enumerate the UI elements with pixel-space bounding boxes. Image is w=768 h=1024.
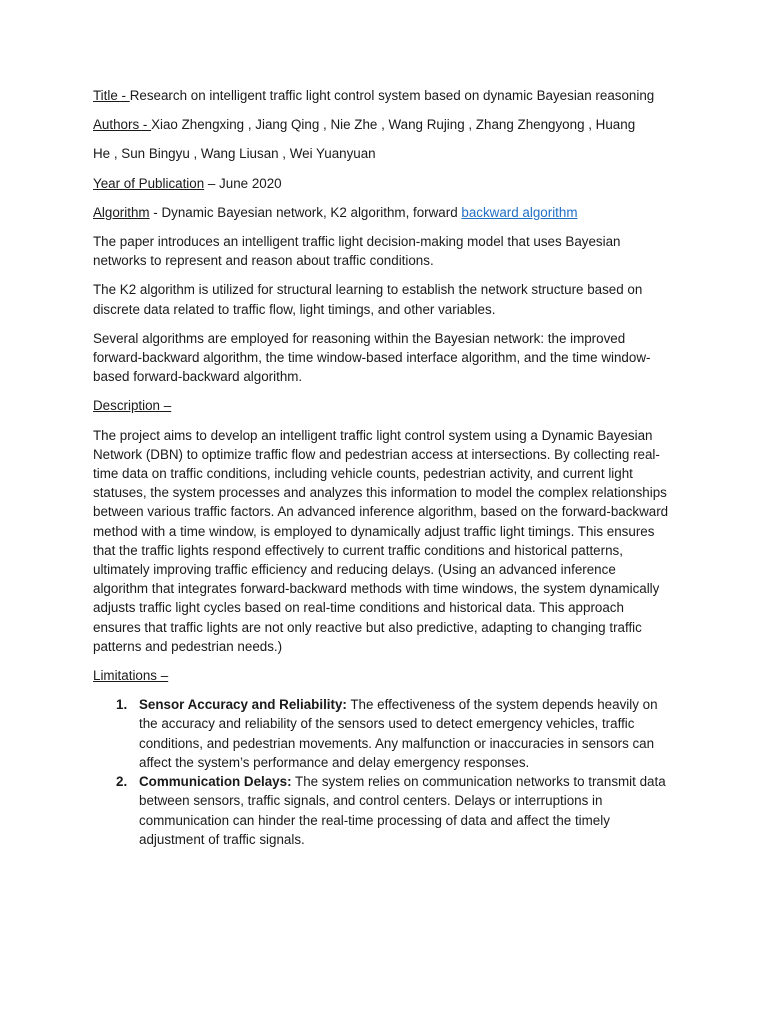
limitation-item — [116, 695, 673, 772]
limitations-heading-text: Limitations – — [93, 668, 169, 684]
authors-text-1: Xiao Zhengxing , Jiang Qing , Nie Zhe , Wang Rujing , Zhang Zhengyong , Huang — [151, 117, 636, 133]
document-body — [93, 86, 673, 849]
paper-title: Research on intelligent traffic light control system based on dynamic Bayesian reasoning — [129, 88, 655, 103]
algorithm-text: - Dynamic Bayesian network, K2 algorithm, forward — [149, 204, 462, 220]
title-line — [93, 86, 673, 105]
description-body: The project aims to develop an intelligent traffic light control system using a Dynamic Bayesian Network (DBN) to optimize traffic flow and pedestrian access at intersections. By collecting real-time data on traffic conditions, including vehicle counts, pedestrian activity, and current light statuses, the system processes and analyzes this information to model the complex relationships between various traffic factors. An advanced inference algorithm, based on the forward-backward method with a time window, is employed to dynamically adjust traffic light timings. This ensures that the traffic lights respond effectively to current traffic conditions and historical patterns, ultimately improving traffic efficiency and reducing delays. (Using an advanced inference algorithm that integrates forward-backward methods with time windows, the system dynamically adjusts traffic light cycles based on real-time conditions and historical data. This approach ensures that traffic lights are not only reactive but also predictive, adapting to changing traffic patterns and pedestrian needs.) — [93, 427, 669, 654]
limitation-text: The effectiveness of the system depends heavily on the accuracy and reliability of the sensors used to detect emergency vehicles, traffic conditions, and pedestrian movements. Any malfunction or inaccuracies in sensors can affect the system’s performance and delay emergency responses. — [139, 697, 658, 770]
limitation-text: The system relies on communication networks to transmit data between sensors, traffic signals, and control centers. Delays or interruptions in communication can hinder the real-time processing of data and affect the timely adjustment of traffic signals. — [139, 774, 666, 847]
intro-paragraph-2: The K2 algorithm is utilized for structural learning to establish the network structure based on discrete data related to traffic flow, light timings, and other variables. — [93, 282, 643, 317]
authors-label: Authors - — [93, 117, 152, 133]
year-label: Year of Publication — [93, 175, 205, 191]
description-heading-text: Description – — [93, 398, 172, 414]
algorithm-label: Algorithm — [93, 204, 150, 220]
algorithm-line — [93, 203, 673, 222]
limitation-number: 2. — [116, 774, 128, 790]
limitations-heading — [93, 666, 673, 685]
limitation-title: Sensor Accuracy and Reliability: — [139, 697, 347, 713]
limitation-item — [116, 772, 673, 849]
authors-text-2: He , Sun Bingyu , Wang Liusan , Wei Yuanyuan — [93, 146, 376, 162]
limitation-number: 1. — [116, 697, 128, 713]
description-heading — [93, 396, 673, 415]
authors-line-2 — [93, 144, 673, 163]
title-label: Title — [93, 88, 122, 103]
intro-paragraph-3: Several algorithms are employed for reasoning within the Bayesian network: the improved forward-backward algorithm, the time window-based interface algorithm, and the time window-based forward-backward algorithm. — [93, 330, 651, 385]
backward-algorithm-link[interactable]: backward algorithm — [461, 204, 578, 220]
title-separator: - — [121, 88, 130, 103]
limitations-list — [93, 695, 673, 849]
year-value: – June 2020 — [204, 175, 282, 191]
intro-paragraph-1: The paper introduces an intelligent traffic light decision-making model that uses Bayesian networks to represent and reason about traffic conditions. — [93, 234, 621, 269]
year-line — [93, 174, 673, 193]
limitation-title: Communication Delays: — [139, 774, 292, 790]
authors-line — [93, 115, 673, 134]
